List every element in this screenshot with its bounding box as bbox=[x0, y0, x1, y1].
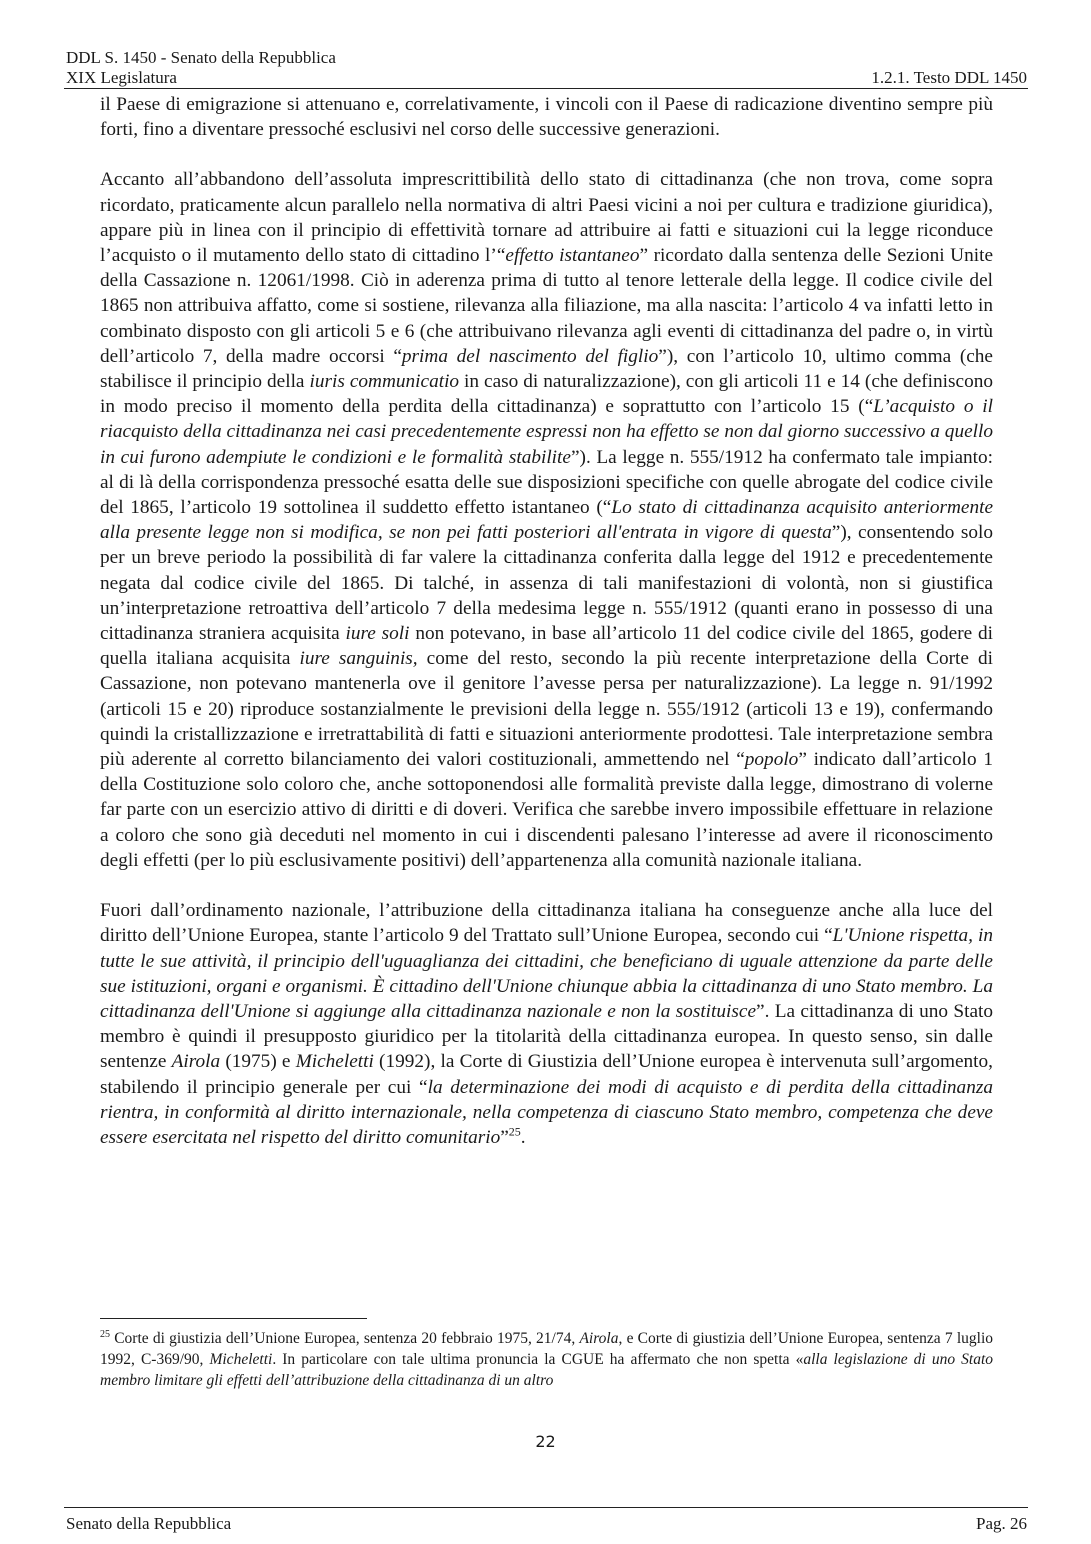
italic-run: Micheletti bbox=[295, 1051, 374, 1073]
footnote-reference[interactable]: 25 bbox=[508, 1124, 521, 1139]
text-run: ”), con l’articolo 10, ultimo comma (che stabilisce il principio della bbox=[100, 345, 993, 393]
footnote-divider bbox=[100, 1318, 367, 1319]
italic-run: L’acquisto o il riacquisto della cittadinanza nei casi precedentemente espressi non ha effetto se non dal giorno successivo a quello in cui furono adempiute le condizioni e le formalità stabilite bbox=[100, 396, 993, 468]
document-body bbox=[100, 92, 993, 1150]
text-run: Accanto all’abbandono dell’assoluta imprescrittibilità dello stato di cittadinanza (che non trova, come sopra ricordato, praticamente alcun parallelo nella normativa di altri Paesi vicini a noi per cultura e tradizione giuridica), appare più in linea con il principio di effettività tornare ad attribuire ai fatti e situazioni cui la legge riconduce l’acquisto o il mutamento dello stato di cittadino l’“ bbox=[100, 169, 993, 267]
italic-run: iure soli bbox=[345, 623, 410, 645]
footnote-25 bbox=[100, 1328, 993, 1391]
header-section: 1.2.1. Testo DDL 1450 bbox=[871, 68, 1027, 87]
italic-run: popolo bbox=[744, 749, 799, 771]
text-run: (1992), la Corte di Giustizia dell’Unione europea è intervenuta sull’argomento, stabilendo il principio generale per cui “ bbox=[100, 1051, 993, 1098]
italic-run: effetto istantaneo bbox=[505, 245, 640, 267]
text-run: ” ricordato dalla sentenza delle Sezioni Unite della Cassazione n. 12061/1998. Ciò in aderenza prima di tutto al tenore letterale della legge. Il codice civile del 1865 non attribuiva affatto, come si sostiene, rilevanza alla filiazione, ma alla nascita: l’articolo 4 va infatti letto in combinato disposto con gli articoli 5 e 6 (che attribuivano rilevanza agli eventi di cittadinanza del padre o, in virtù dell’articolo 7, della madre occorsi “ bbox=[100, 245, 994, 367]
text-run: ” bbox=[500, 1126, 509, 1148]
italic-run: Airola bbox=[579, 1330, 619, 1347]
header-line-2: XIX Legislatura bbox=[66, 68, 177, 87]
text-run: ”). La legge n. 555/1912 ha confermato tale impianto: al di là della corrispondenza pressoché esatta delle sue disposizioni specifiche con quelle abrogate del codice civile del 1865, l’articolo 19 sottolinea il suddetto effetto istantaneo (“ bbox=[100, 446, 993, 519]
text-run: ” indicato dall’articolo 1 della Costituzione solo coloro che, anche sottoponendosi alle formalità previste dalla legge, dimostrano di volerne far parte con un esercizio attivo di diritti e di doveri. Verifica che sarebbe invero impossibile effettuare in relazione a coloro che sono già deceduti nel momento in cui i discendenti palesano l’interesse ad avere il riconoscimento degli effetti (per lo più esclusivamente positivi) dell’appartenenza alla comunità nazionale italiana. bbox=[100, 749, 993, 871]
italic-run: L'Unione rispetta, in tutte le sue attività, il principio dell'uguaglianza dei cittadini, che beneficiano di uguale attenzione da parte delle sue istituzioni, organi e organismi. È cittadino dell'Unione chiunque abbia la cittadinanza di uno Stato membro. La cittadinanza dell'Unione si aggiunge alla cittadinanza nazionale e non la sostituisce bbox=[100, 925, 994, 1022]
footer-page-label: Pag. 26 bbox=[976, 1514, 1027, 1533]
text-run: . In particolare con tale ultima pronuncia la CGUE ha affermato che non spetta « bbox=[272, 1351, 804, 1368]
header-divider bbox=[64, 88, 1028, 89]
footer-publisher: Senato della Repubblica bbox=[66, 1514, 232, 1533]
text-run: (1975) e bbox=[220, 1051, 296, 1073]
italic-run: iuris communicatio bbox=[309, 371, 460, 393]
footer-divider bbox=[64, 1507, 1028, 1508]
italic-run: iure sanguinis, bbox=[299, 648, 418, 670]
text-run: in caso di naturalizzazione), con gli articoli 11 e 14 (che definiscono in modo preciso il momento della perdita della cittadinanza) e soprattutto con l’articolo 15 (“ bbox=[100, 371, 994, 418]
text-run: . bbox=[520, 1126, 526, 1148]
italic-run: Airola bbox=[171, 1051, 221, 1073]
paragraph-1: il Paese di emigrazione si attenuano e, correlativamente, i vincoli con il Paese di radicazione diventino sempre più forti, fino a diventare pressoché esclusivi nel corso delle successive generazioni. bbox=[100, 94, 993, 141]
header-line-1: DDL S. 1450 - Senato della Repubblica bbox=[66, 48, 336, 67]
text-run: ”), consentendo solo per un breve periodo la possibilità di far valere la cittadinanza conferita dalla legge del 1912 e precedentemente negata dal codice civile del 1865. Di talché, in assenza di tali manifestazioni di volontà, non si giustifica un’interpretazione retroattiva dell’articolo 7 della medesima legge n. 555/1912 (quanti erano in possesso di una cittadinanza straniera acquisita bbox=[100, 522, 993, 645]
text-run: , e Corte di giustizia dell’Unione Europea, sentenza 7 luglio 1992, C-369/90, bbox=[100, 1330, 994, 1368]
italic-run: prima del nascimento del figlio bbox=[401, 345, 659, 367]
italic-run: alla legislazione di uno Stato membro limitare gli effetti dell’attribuzione della cittadinanza di un altro bbox=[100, 1351, 994, 1389]
paragraph-3 bbox=[100, 898, 993, 1150]
italic-run: Micheletti bbox=[209, 1351, 273, 1368]
text-run: come del resto, secondo la più recente interpretazione della Corte di Cassazione, non potevano mantenerla ove il genitore l’avesse persa per naturalizzazione). La legge n. 91/1992 (articoli 15 e 20) riproduce sostanzialmente le previsioni della legge n. 555/1912 (articoli 13 e 19), confermando quindi la cristallizzazione e irretrattabilità di fatti e situazioni anteriormente prodottesi. Tale interpretazione sembra più aderente al corretto bilanciamento dei valori costituzionali, ammettendo nel “ bbox=[100, 648, 993, 771]
page-number: 22 bbox=[535, 1432, 556, 1451]
text-run: Fuori dall’ordinamento nazionale, l’attribuzione della cittadinanza italiana ha conseguenze anche alla luce del diritto dell’Unione Europea, stante l’articolo 9 del Trattato sull’Unione Europea, secondo cui “ bbox=[100, 900, 993, 947]
text-run: non potevano, in base all’articolo 11 del codice civile del 1865, godere di quella italiana acquisita bbox=[100, 623, 993, 670]
footnote-number: 25 bbox=[100, 1328, 110, 1340]
text-run: ”. La cittadinanza di uno Stato membro è quindi il presupposto giuridico per la titolarità della cittadinanza europea. In questo senso, sin dalle sentenze bbox=[100, 1000, 993, 1073]
italic-run: Lo stato di cittadinanza acquisito anteriormente alla presente legge non si modifica, se non pei fatti posteriori all'entrata in vigore di questa bbox=[100, 497, 994, 544]
italic-run: la determinazione dei modi di acquisto e di perdita della cittadinanza rientra, in conformità al diritto internazionale, nella competenza di ciascuno Stato membro, competenza che deve essere esercitata nel rispetto del diritto comunitario bbox=[100, 1076, 993, 1148]
paragraph-2 bbox=[100, 167, 993, 873]
text-run: Corte di giustizia dell’Unione Europea, sentenza 20 febbraio 1975, 21/74, bbox=[110, 1330, 580, 1347]
header-doc-title bbox=[66, 48, 336, 88]
